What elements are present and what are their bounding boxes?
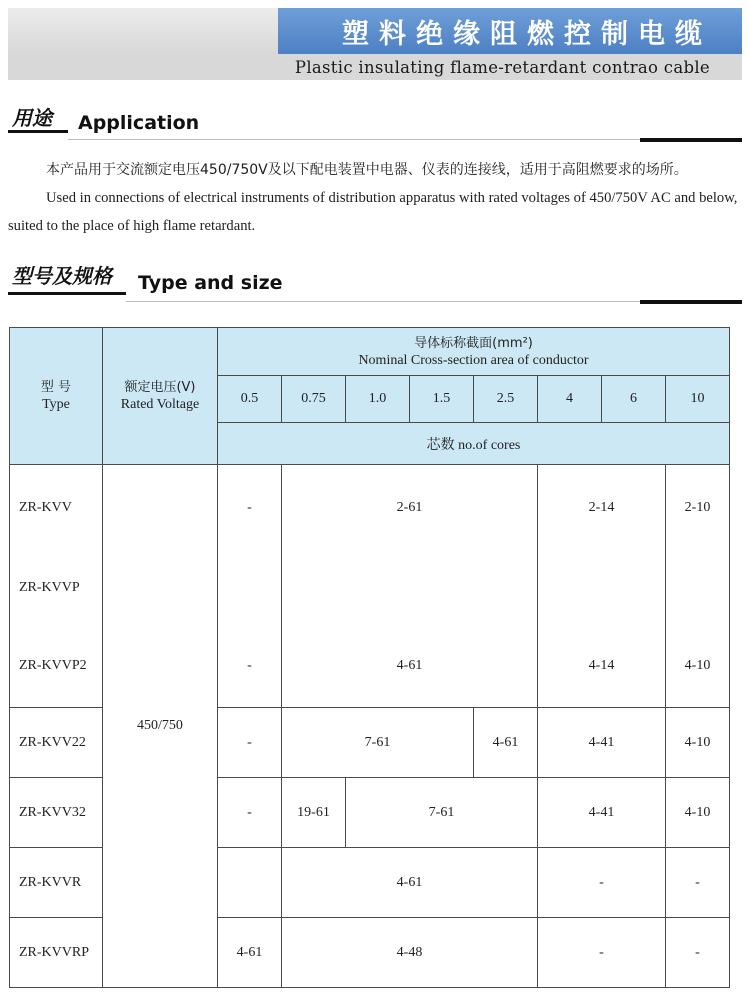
voltage-cell: 450/750: [103, 465, 218, 988]
value-cell: 4-14: [538, 626, 666, 708]
value-cell: -: [538, 918, 666, 988]
value-cell: [218, 848, 282, 918]
page-title-cn: 塑料绝缘阻燃控制电缆: [342, 18, 712, 50]
value-cell: 19-61: [282, 778, 346, 848]
size-cell: 10: [666, 376, 730, 423]
value-cell: -: [538, 848, 666, 918]
heading-underline: [8, 292, 126, 295]
value-cell: 7-61: [346, 778, 538, 848]
spec-table: [9, 327, 730, 988]
value-cell: -: [666, 848, 730, 918]
title-box: [278, 8, 742, 54]
heading-underline: [8, 130, 68, 133]
type-cell: ZR-KVV: [10, 465, 103, 551]
size-cell: 4: [538, 376, 602, 423]
value-cell: 4-10: [666, 778, 730, 848]
value-cell: 4-61: [282, 626, 538, 708]
application-heading-cn: 用途: [12, 106, 52, 130]
value-cell: 2-14: [538, 465, 666, 551]
subtitle-band: [8, 54, 742, 80]
heading-rule: [126, 301, 642, 302]
size-cell: 0.75: [282, 376, 346, 423]
value-cell: -: [666, 918, 730, 988]
value-cell: 4-61: [282, 848, 538, 918]
cross-section-header: 导体标称截面(mm²) Nominal Cross-section area of conductor: [218, 328, 730, 376]
value-cell: 2-61: [282, 465, 538, 551]
value-cell: -: [218, 465, 282, 551]
heading-accent-bar: [640, 300, 742, 304]
size-cell: 6: [602, 376, 666, 423]
value-cell: 7-61: [282, 708, 474, 778]
heading-accent-bar: [640, 138, 742, 142]
type-size-heading-cn: 型号及规格: [12, 264, 112, 288]
type-cell: ZR-KVVP: [10, 551, 103, 626]
value-cell: -: [218, 626, 282, 708]
table-header-row: [10, 328, 730, 376]
value-cell: 2-10: [666, 465, 730, 551]
cores-label: 芯数 no.of cores: [218, 423, 730, 465]
type-cell: ZR-KVV32: [10, 778, 103, 848]
size-cell: 2.5: [474, 376, 538, 423]
application-text-cn: 本产品用于交流额定电压450/750V及以下配电装置中电器、仪表的连接线，适用于高阻燃要求的场所。: [46, 162, 688, 178]
value-cell: 4-41: [538, 778, 666, 848]
size-cell: 0.5: [218, 376, 282, 423]
type-size-heading-en: Type and size: [138, 272, 283, 294]
application-heading-en: Application: [78, 112, 200, 134]
value-cell: -: [218, 778, 282, 848]
type-cell: ZR-KVV22: [10, 708, 103, 778]
heading-rule: [68, 139, 642, 140]
value-cell: -: [218, 708, 282, 778]
type-cell: ZR-KVVP2: [10, 626, 103, 708]
type-cell: ZR-KVVR: [10, 848, 103, 918]
application-text-en: Used in connections of electrical instruments of distribution apparatus with rated voltages of 450/750V AC and below, suited to the place of high flame retardant.: [8, 190, 738, 234]
voltage-header: 额定电压(V) Rated Voltage: [103, 328, 218, 465]
type-size-heading: [8, 260, 742, 304]
page-subtitle-en: Plastic insulating flame-retardant contrao cable: [294, 57, 710, 77]
size-cell: 1.5: [410, 376, 474, 423]
value-cell: 4-10: [666, 626, 730, 708]
value-cell: 4-10: [666, 708, 730, 778]
application-heading: [8, 102, 742, 146]
value-cell: 4-61: [474, 708, 538, 778]
type-header: 型 号 Type: [10, 328, 103, 465]
size-cell: 1.0: [346, 376, 410, 423]
value-cell: 4-41: [538, 708, 666, 778]
value-cell: 4-48: [282, 918, 538, 988]
table-row: [10, 465, 730, 551]
type-cell: ZR-KVVRP: [10, 918, 103, 988]
value-cell: 4-61: [218, 918, 282, 988]
